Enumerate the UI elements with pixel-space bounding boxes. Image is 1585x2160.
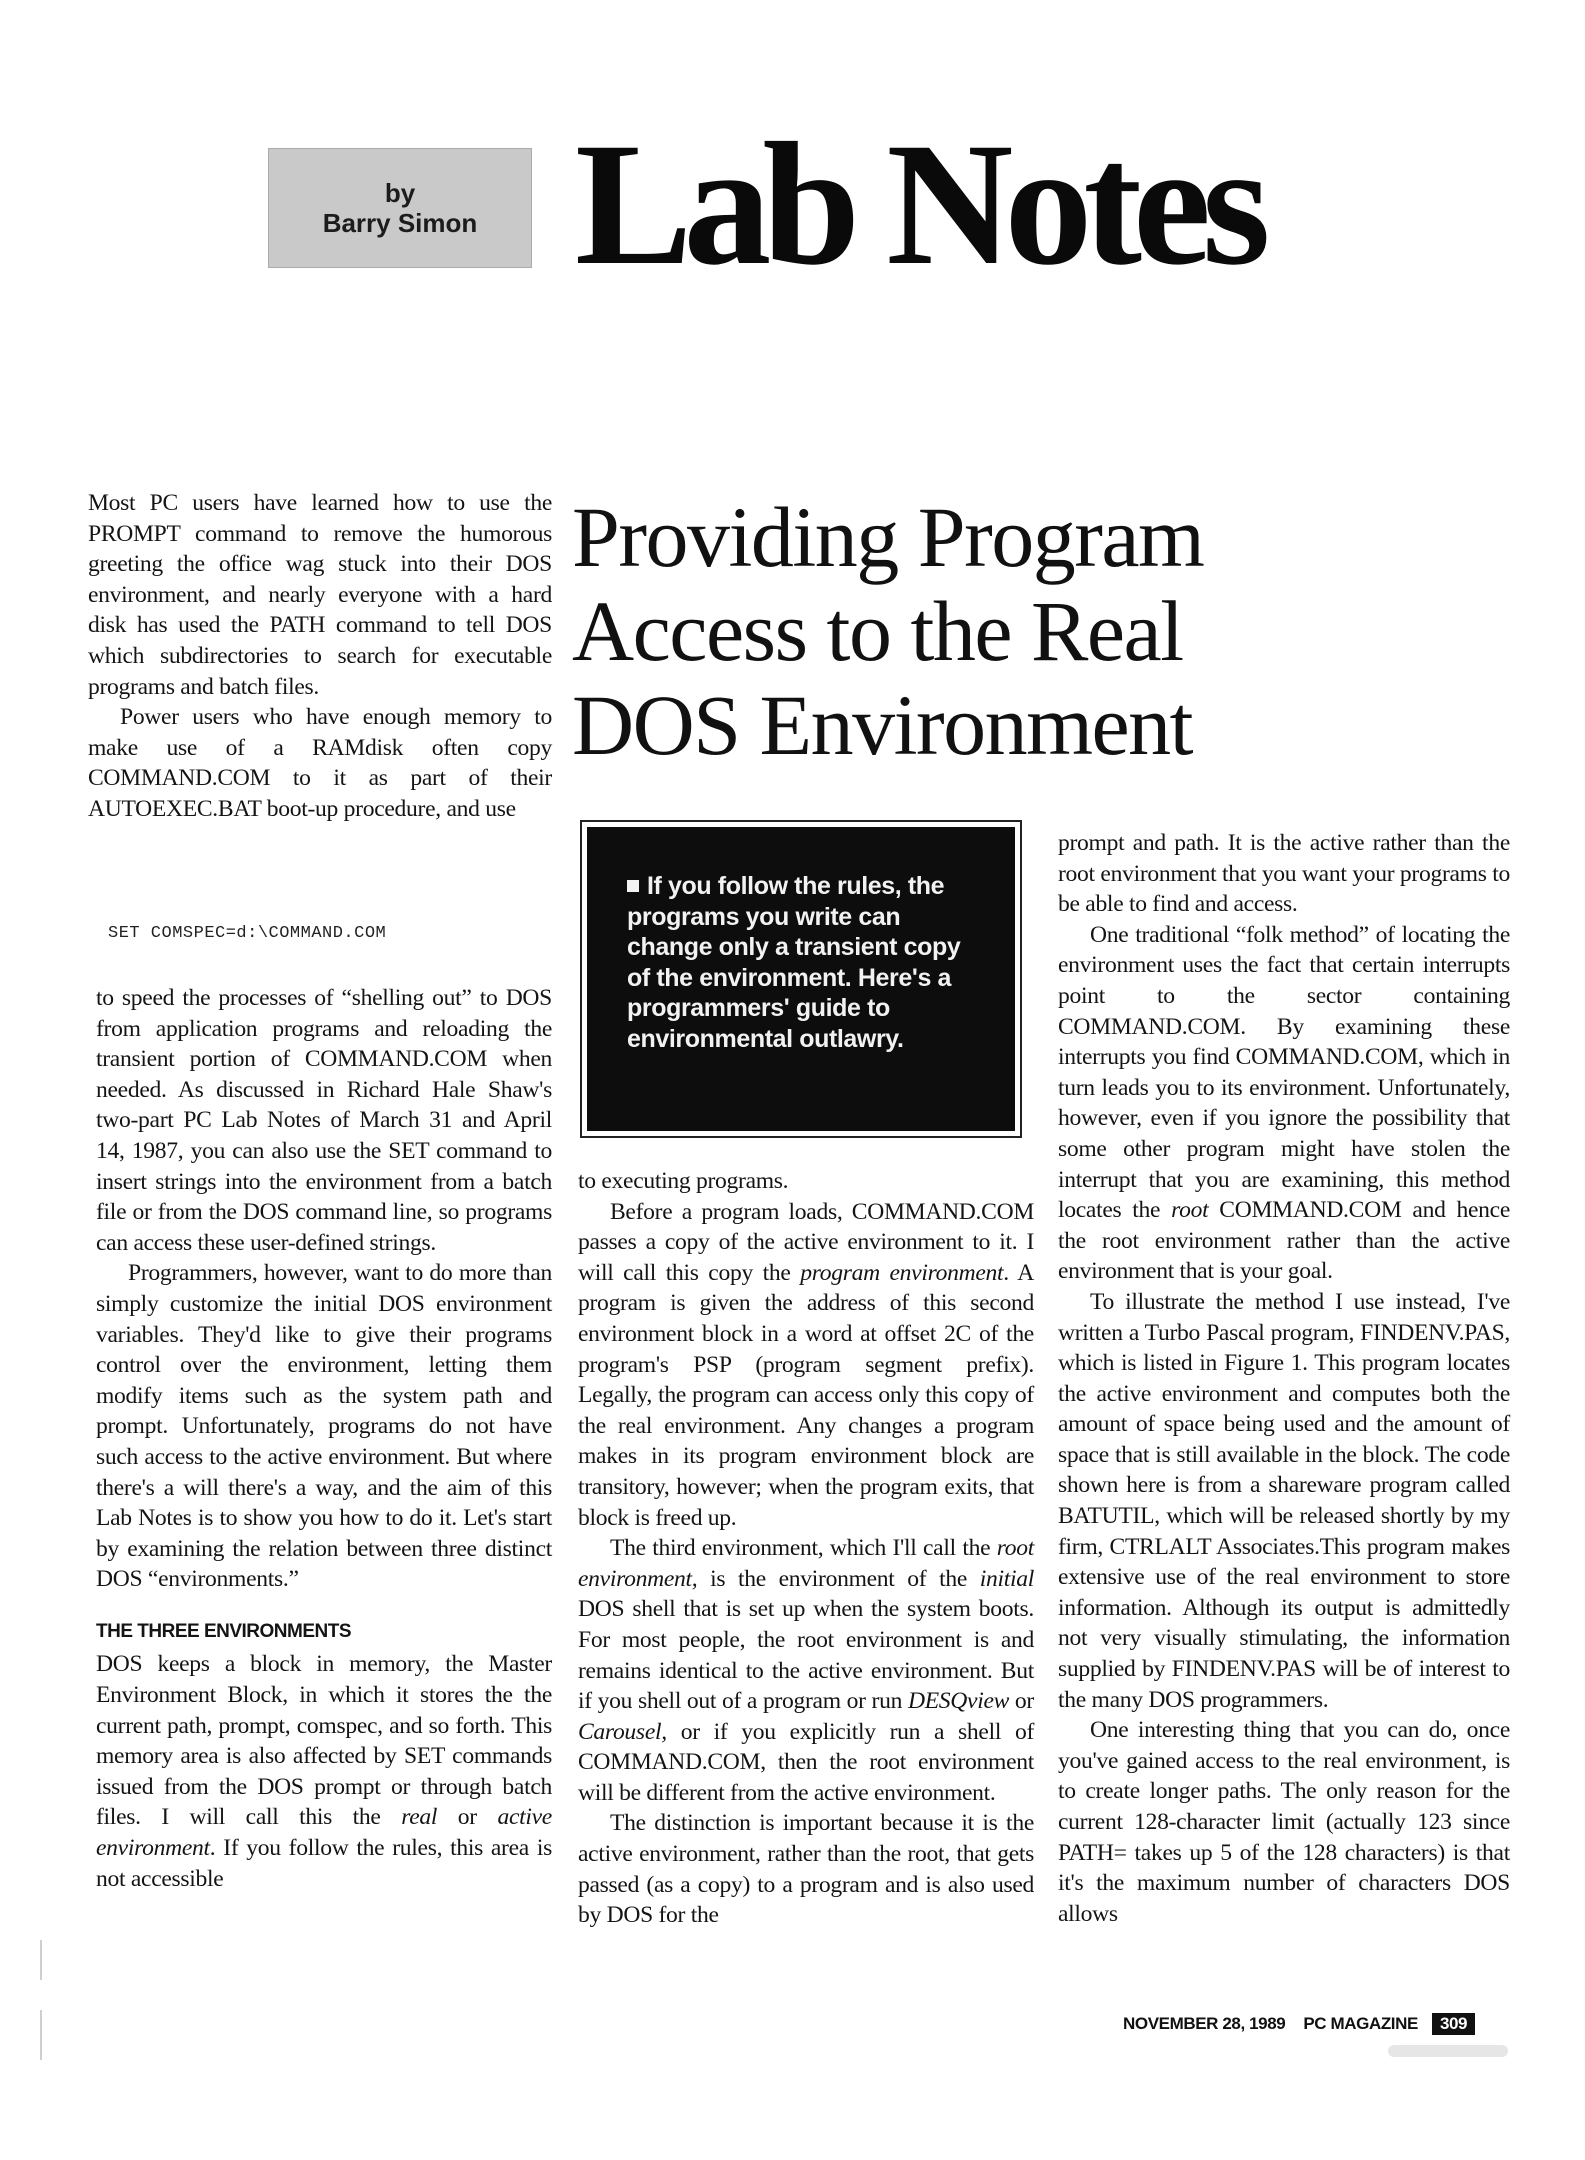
- column-1-top: [88, 488, 552, 825]
- paragraph: Most PC users have learned how to use the PROMPT command to remove the humorous greeting the office wag stuck into their DOS environment, and nearly everyone with a hard disk has used the PATH command to tell DOS which subdirectories to search for executable programs and batch files.: [88, 490, 552, 700]
- paragraph: prompt and path. It is the active rather than the root environment that you want your programs to be able to find and access.: [1058, 830, 1510, 918]
- column-1-bottom: [96, 983, 552, 1894]
- paragraph: to executing programs.: [578, 1168, 789, 1194]
- paragraph: The third environment, which I'll call the root environment, is the environment of the initial DOS shell that is set up when the system boots. For most people, the root environment is and remains identical to the active environment. But if you shell out of a program or run DESQview or Carousel, or if you explicitly run a shell of COMMAND.COM, then the root environment will be different from the active environment.: [578, 1535, 1034, 1806]
- byline-box: [268, 148, 532, 268]
- byline-author: Barry Simon: [322, 208, 478, 238]
- paragraph: Programmers, however, want to do more than simply customize the initial DOS environment variables. They'd like to give their programs control over the environment, letting them modify items such as the system path and prompt. Unfortunately, programs do not have such access to the active environment. But where there's a will there's a way, and the aim of this Lab Notes is to show you how to do it. Let's start by examining the relation between three distinct DOS “environments.”: [96, 1260, 552, 1593]
- pullquote-text: If you follow the rules, the programs you write can change only a transient copy of the environment. Here's a programmers' guide to environmental outlawry.: [627, 872, 961, 1053]
- paragraph: Before a program loads, COMMAND.COM passes a copy of the active environment to it. I will call this copy the program environment. A program is given the address of this second environment block in a word at offset 2C of the program's PSP (program segment prefix). Legally, the program can access only this copy of the real environment. Any changes a program makes in its program environment block are transitory, however; when the program exits, that block is freed up.: [578, 1198, 1034, 1531]
- code-line: SET COMSPEC=d:\COMMAND.COM: [108, 924, 387, 943]
- bullet-icon: [627, 880, 639, 892]
- paragraph: One traditional “folk method” of locating the environment uses the fact that certain interrupts point to the sector containing COMMAND.COM. By examining these interrupts you find COMMAND.COM, which in turn leads you to its environment. Unfortunately, however, even if you ignore the possibility that some other program might have stolen the interrupt that you are examining, this method locates the root COMMAND.COM and hence the root environment rather than the active environment that is your goal.: [1058, 921, 1510, 1285]
- pullquote-box: [580, 820, 1022, 1138]
- headline-line-3: DOS Environment: [572, 677, 1193, 773]
- article-headline: [572, 490, 1332, 772]
- page-number: 309: [1432, 2013, 1475, 2035]
- page-footer: [1123, 2013, 1475, 2035]
- scan-edge-mark: [40, 2010, 42, 2060]
- scan-smudge: [1388, 2045, 1508, 2057]
- paragraph: The distinction is important because it is the active environment, rather than the root, that gets passed (as a copy) to a program and is also used by DOS for the: [578, 1810, 1034, 1929]
- footer-date: NOVEMBER 28, 1989: [1123, 2014, 1286, 2033]
- paragraph: to speed the processes of “shelling out” to DOS from application programs and reloading the transient portion of COMMAND.COM when needed. As discussed in Richard Hale Shaw's two-part PC Lab Notes of March 31 and April 14, 1987, you can also use the SET command to insert strings into the environment from a batch file or from the DOS command line, so programs can access these user-defined strings.: [96, 985, 552, 1256]
- column-title: Lab Notes: [575, 107, 1262, 302]
- column-2: [578, 1166, 1034, 1931]
- column-3: [1058, 828, 1510, 1929]
- section-subhead: THE THREE ENVIRONMENTS: [96, 1620, 352, 1642]
- paragraph: To illustrate the method I use instead, I've written a Turbo Pascal program, FINDENV.PAS, which is listed in Figure 1. This program locates the active environment and computes both the amount of space being used and the amount of space that is still available in the block. The code shown here is from a shareware program called BATUTIL, which will be released shortly by my firm, CTRLALT Associates.This program makes extensive use of the real environment to store information. Although its output is admittedly not very visually stimulating, the information supplied by FINDENV.PAS will be of interest to the many DOS programmers.: [1058, 1288, 1510, 1713]
- headline-line-1: Providing Program: [572, 489, 1204, 585]
- footer-magazine: PC MAGAZINE: [1303, 2014, 1418, 2033]
- scan-edge-mark: [40, 1940, 42, 1980]
- byline-by: by: [384, 178, 416, 208]
- paragraph: One interesting thing that you can do, once you've gained access to the real environment, is to create longer paths. The only reason for the current 128-character limit (actually 123 since PATH= takes up 5 of the 128 characters) is that it's the maximum number of characters DOS allows: [1058, 1717, 1510, 1927]
- paragraph: DOS keeps a block in memory, the Master Environment Block, in which it stores the the current path, prompt, comspec, and so forth. This memory area is also affected by SET commands issued from the DOS prompt or through batch files. I will call this the real or active environment. If you follow the rules, this area is not accessible: [96, 1651, 552, 1892]
- pullquote: [587, 827, 1015, 1131]
- paragraph: Power users who have enough memory to make use of a RAMdisk often copy COMMAND.COM to it as part of their AUTOEXEC.BAT boot-up procedure, and use: [88, 704, 552, 822]
- headline-line-2: Access to the Real: [572, 583, 1183, 679]
